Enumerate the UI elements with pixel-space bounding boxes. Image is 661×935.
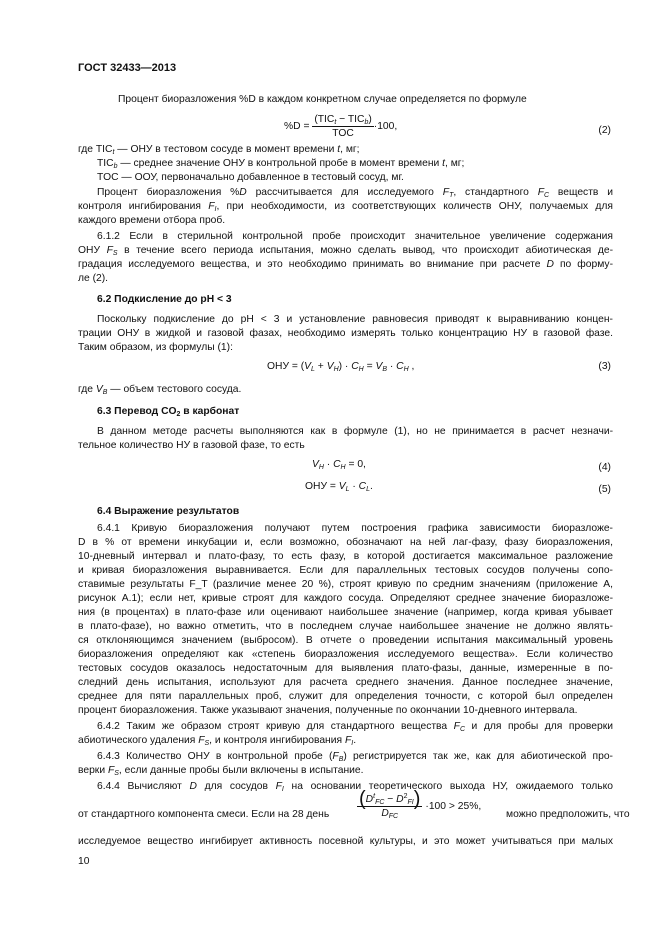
p644-line-2-end: можно предположить, что: [506, 809, 630, 820]
calc-line-2: контроля ингибирования $F_I$, при необходимости, из соответствующих количеств ОНУ, получаемых для: [78, 201, 613, 213]
p641-line: процент биоразложения. Также указывают значения, полученные по окончании 10-дневного интервала.: [78, 705, 578, 716]
equation-2-label: (2): [598, 125, 611, 136]
p641-line: D в % от времени инкубации и, если возможно, обозначают на ней лаг-фазу, фазу биоразложения,: [78, 537, 613, 548]
p642-line-1: 6.4.2 Таким же образом строят кривую для стандартного вещества $F_C$ и для пробы для проверки: [97, 721, 613, 733]
p63-line-2: тельное количество НУ в газовой фазе, то есть: [78, 440, 305, 451]
p643-line-2: верки $F_S$, если данные пробы были включены в испытание.: [78, 765, 364, 777]
p641-line: и кривая биоразложения выравнивается. Если для параллельных тестовых сосудов получены сопо-: [78, 565, 613, 576]
p612-line-4: ле (2).: [78, 273, 109, 284]
p63-line-1: В данном методе расчеты выполняются как в формуле (1), но не принимается в расчет незначи-: [97, 426, 613, 437]
p641-line: 6.4.1 Кривую биоразложения получают путем построения графика зависимости биоразложе-: [97, 523, 613, 534]
p642-line-2: абиотического удаления $F_S$, и контроля ингибирования $F_I$.: [78, 735, 357, 747]
calc-line-1: Процент биоразложения %D рассчитывается для исследуемого $F_T$, стандартного $F_C$ веществ и: [97, 187, 613, 199]
equation-3: ОНУ = $(V_L + V_H) \cdot C_H = V_B \cdot C_H$ ,: [267, 361, 415, 373]
section-6-3-title: 6.3 Перевод $CO_2$ в карбонат: [97, 406, 240, 418]
p641-line: в плато-фазе), но важно отметить, что в последнем случае наибольшее значение не должно являть-: [78, 621, 613, 632]
equation-5-label: (5): [598, 484, 611, 495]
calc-line-3: каждого времени отбора проб.: [78, 215, 226, 226]
document-header: ГОСТ 32433—2013: [78, 62, 177, 74]
p612-line-3: градация исследуемого вещества, и это необходимо принимать во внимание при расчете D по форму-: [78, 259, 613, 270]
equation-4-label: (4): [598, 462, 611, 473]
equation-3-label: (3): [598, 361, 611, 372]
p641-line: ся отклоняющимся значением (выбросом). В отчете о проведении испытания максимальный уровень: [78, 635, 613, 646]
p641-line: 10-дневный интервал и плато-фазу, то есть фазу, в которой достигается максимальное разложение: [78, 551, 613, 562]
p644-line-1: 6.4.4 Вычисляют D для сосудов $F_I$ на основании теоретического выхода НУ, ожидаемого только: [97, 781, 613, 793]
equation-4: $V_H \cdot C_H = 0$,: [312, 459, 366, 471]
p641-line: тестовых сосудов оказалось недостаточным для выявления плато-фазы, данные, измеренные в по-: [78, 663, 613, 674]
p641-line: биоразложения определяют как «степень биоразложения исследуемого вещества». Если количество: [78, 649, 613, 660]
p641-line: ставимые результаты F_T (различие менее 20 %), строят кривую по средним значениям (приложение А,: [78, 579, 613, 590]
inhibition-formula: $\frac{(D^t_{FC} - D^2_{FI})}{D_{FC}}$ ·100 > 25%,: [359, 788, 482, 820]
p641-line: ния (в процентах) в плато-фазе или оценивают наибольшее значение (например, когда кривая убывает: [78, 607, 613, 618]
p643-line-1: 6.4.3 Количество ОНУ в контрольной пробе $(F_B)$ регистрируется так же, как для абиотической про-: [97, 751, 613, 763]
where-tic-b: $TIC_b$ — среднее значение ОНУ в контрольной пробе в момент времени t, мг;: [97, 158, 465, 170]
p644-line-3: исследуемое вещество ингибирует активность посевной культуры, и это может учитываться при малых: [78, 836, 613, 847]
p62-line-2: трации ОНУ в жидкой и газовой фазах, необходимо измерять только концентрацию НУ в газовой фазе.: [78, 328, 613, 339]
section-6-4-title: 6.4 Выражение результатов: [97, 506, 240, 517]
p62-line-3: Таким образом, из формулы (1):: [78, 342, 233, 353]
section-6-2-title: 6.2 Подкисление до pH < 3: [97, 294, 232, 305]
p641-line: следний день испытания, используют для расчета среднего значения. Данное последнее значение,: [78, 677, 613, 688]
intro-line: Процент биоразложения %D в каждом конкретном случае определяется по формуле: [118, 94, 527, 105]
p644-line-2: от стандартного компонента смеси. Если на 28 день: [78, 809, 330, 820]
p612-line-2: ОНУ $F_S$ в течение всего периода испытания, можно сделать вывод, что происходит абиотическая де-: [78, 245, 613, 257]
p62-line-1: Поскольку подкисление до pH < 3 и установление равновесия приводят к выравниванию концен-: [97, 314, 613, 325]
p641-line: рисунок А.1); если нет, кривые строят для каждого сосуда. Определяют среднее значение биоразложе-: [78, 593, 613, 604]
where-vb: где $V_B$ — объем тестового сосуда.: [78, 384, 242, 396]
where-toc: TOC — ООУ, первоначально добавленное в тестовый сосуд, мг.: [97, 172, 404, 183]
where-tic-t: где $TIC_t$ — ОНУ в тестовом сосуде в момент времени t, мг;: [78, 144, 360, 156]
equation-5: ОНУ = $V_L \cdot C_L$.: [305, 481, 373, 493]
equation-2: %D = $\frac{(TIC_t - TIC_b)}{\text{TOC}}$ ·100,: [284, 114, 398, 139]
page-number: 10: [78, 856, 90, 867]
p612-line-1: 6.1.2 Если в стерильной контрольной пробе происходит значительное увеличение содержания: [97, 231, 613, 242]
p641-line: среднее для пяти параллельных проб, служит для определения точности, с которой был определен: [78, 691, 613, 702]
